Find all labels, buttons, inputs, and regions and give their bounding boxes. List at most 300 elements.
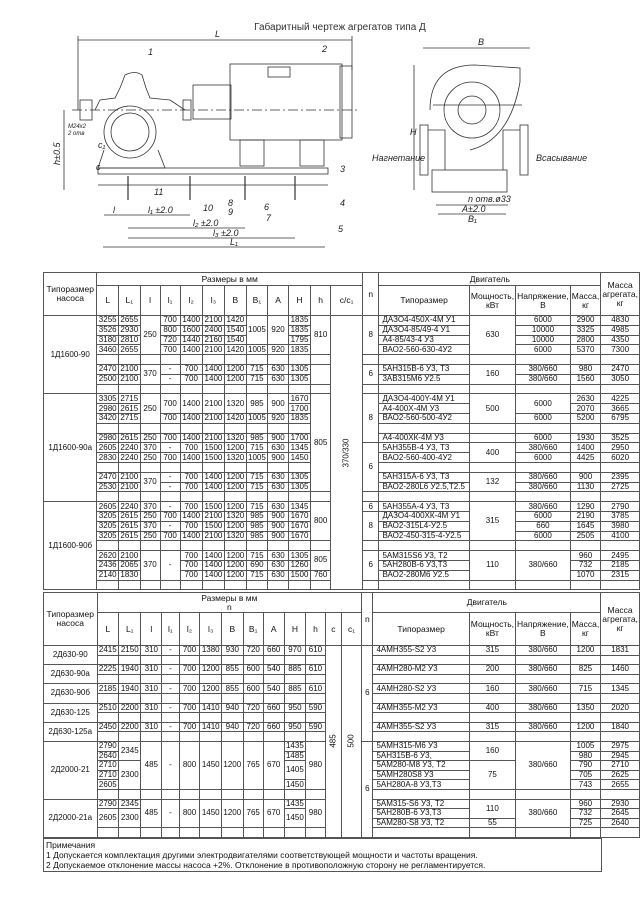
value-cell: [570, 789, 601, 799]
header-col: l: [141, 613, 162, 646]
value-cell: 630: [268, 374, 289, 384]
value-cell: -: [162, 722, 179, 732]
value-cell: 3420: [98, 413, 117, 423]
value-cell: 1500: [288, 570, 310, 580]
callout-10: 10: [203, 203, 214, 213]
value-cell: 2300: [119, 809, 141, 828]
value-cell: [119, 713, 141, 723]
value-cell: 6: [363, 443, 379, 492]
value-cell: 700: [160, 511, 180, 521]
value-cell: [288, 580, 310, 590]
motor-type-cell: ДАЗО4-85/49-4 У1: [379, 325, 469, 335]
value-cell: [160, 541, 180, 551]
value-cell: 720: [160, 335, 180, 345]
value-cell: [469, 384, 515, 394]
value-cell: [243, 655, 263, 665]
value-cell: [601, 384, 640, 394]
value-cell: 6020: [601, 453, 640, 463]
value-cell: [141, 655, 162, 665]
value-cell: 1200: [226, 472, 245, 482]
value-cell: [162, 732, 179, 742]
pump-type-cell: 2Д630-90: [44, 646, 98, 665]
header-pump: Типоразмер насоса: [44, 273, 97, 316]
value-cell: 1345: [601, 684, 640, 694]
value-cell: 1345: [288, 502, 310, 512]
value-cell: 250: [140, 453, 160, 463]
header-unit-mass: Масса агрегата, кг: [601, 593, 640, 646]
header-col: B: [222, 613, 244, 646]
value-cell: [97, 674, 119, 684]
value-cell: 310: [141, 684, 162, 694]
value-cell: [179, 693, 200, 703]
value-cell: 1400: [180, 531, 202, 541]
value-cell: 380/660: [516, 646, 571, 656]
value-cell: [243, 789, 263, 799]
value-cell: 2930: [601, 799, 640, 809]
value-cell: 700: [180, 364, 202, 374]
value-cell: [516, 580, 571, 590]
value-cell: -: [160, 472, 180, 482]
value-cell: 1485: [285, 751, 304, 760]
header-col: c₁: [342, 613, 362, 646]
value-cell: [246, 492, 268, 502]
value-cell: 3526: [98, 325, 117, 335]
header-motor-col: Типоразмер: [373, 613, 469, 646]
motor-type-cell: 5АН355А-4 У3, Т3: [379, 502, 469, 512]
dim-l: l: [113, 205, 115, 215]
value-cell: [160, 384, 180, 394]
value-cell: [516, 384, 571, 394]
callout-1: 1: [148, 47, 154, 57]
value-cell: 4225: [601, 394, 640, 404]
value-cell: 3205: [98, 511, 117, 521]
value-cell: 6000: [516, 433, 571, 443]
drawing-title: Габаритный чертеж агрегатов типа Д: [254, 22, 426, 33]
value-cell: 2495: [601, 551, 640, 561]
value-cell: [311, 492, 331, 502]
value-cell: 800: [179, 741, 200, 789]
value-cell: 1200: [226, 570, 245, 580]
value-cell: 980: [570, 364, 601, 374]
value-cell: 885: [284, 684, 306, 694]
value-cell: [225, 492, 247, 502]
value-cell: 2190: [570, 511, 601, 521]
value-cell: 1670: [288, 511, 310, 521]
value-cell: [118, 541, 140, 551]
value-cell: [601, 713, 640, 723]
value-cell: [469, 828, 515, 838]
value-cell: 200: [469, 665, 515, 675]
value-cell: 1380: [201, 645, 220, 655]
value-cell: 2240: [120, 501, 139, 511]
value-cell: [119, 789, 141, 799]
header-col: A: [263, 613, 284, 646]
value-cell: [469, 713, 515, 723]
value-cell: 700: [180, 521, 202, 531]
motor-type-cell: 5АМ280-S8 У3, Т2: [373, 818, 469, 828]
value-cell: 950: [284, 722, 306, 732]
value-cell: [268, 541, 289, 551]
value-cell: [162, 693, 179, 703]
value-cell: 1290: [570, 502, 601, 512]
value-cell: -: [162, 665, 179, 675]
table-1d1600: [43, 272, 640, 590]
coupling-guard: [193, 85, 231, 119]
value-cell: 2200: [119, 703, 141, 713]
value-cell: [601, 492, 640, 502]
value-cell: 2436: [98, 560, 117, 570]
value-cell: 800: [179, 799, 200, 828]
value-cell: [202, 580, 224, 590]
header-col: B₁: [243, 613, 263, 646]
value-cell: 2500: [98, 374, 117, 384]
value-cell: 2790: [98, 741, 117, 751]
value-cell: [268, 355, 289, 365]
value-cell: 380/660: [516, 364, 571, 374]
value-cell: [141, 674, 162, 684]
value-cell: [601, 541, 640, 551]
value-cell: 700: [179, 665, 200, 675]
value-cell: [516, 828, 571, 838]
value-cell: 2945: [601, 751, 640, 761]
value-cell: 2345: [119, 741, 141, 760]
value-cell: 2100: [202, 511, 224, 521]
dim-c: c: [96, 162, 101, 172]
dim-l2: l₂ ±2.0: [193, 218, 219, 228]
value-cell: 630: [268, 482, 289, 492]
value-cell: [284, 713, 306, 723]
value-cell: 1795: [288, 335, 310, 345]
value-cell: 732: [570, 809, 601, 819]
value-cell: 1200: [226, 521, 245, 531]
value-cell: [570, 492, 601, 502]
value-cell: -: [160, 502, 180, 512]
value-cell: [118, 492, 140, 502]
value-cell: [140, 355, 160, 365]
value-cell: 1200: [570, 722, 601, 732]
value-cell: [284, 693, 306, 703]
value-cell: 2300: [119, 761, 141, 790]
value-cell: 670: [263, 741, 284, 789]
header-motor-col: Масса, кг: [570, 613, 601, 646]
value-cell: 1260: [288, 560, 310, 570]
header-dimensions-sub: n: [226, 601, 232, 612]
value-cell: [284, 655, 306, 665]
value-cell: [284, 828, 306, 838]
motor-type-cell: ВАО2-280L6 У2.5,Т2.5: [379, 482, 469, 492]
dim-l1: l₁ ±2.0: [148, 205, 173, 215]
header-motor-col: Напряжение, В: [516, 613, 571, 646]
value-cell: 1435: [285, 741, 304, 751]
value-cell: 700: [180, 502, 202, 512]
value-cell: [246, 355, 268, 365]
value-cell: 1450: [200, 799, 222, 828]
value-cell: 2630: [570, 394, 601, 404]
value-cell: 2645: [601, 809, 640, 819]
value-cell: 2810: [120, 335, 139, 344]
value-cell: [243, 693, 263, 703]
value-cell: 8: [363, 394, 379, 443]
value-cell: [469, 789, 515, 799]
value-cell: 380/660: [516, 799, 571, 828]
value-cell: 1435: [285, 799, 304, 808]
header-col: h: [311, 286, 331, 316]
pump-type-cell: 2Д2000-21: [44, 741, 98, 799]
header-col: B: [225, 286, 247, 316]
value-cell: 1835: [288, 316, 310, 326]
header-dimensions: Размеры в мм: [97, 273, 363, 286]
header-n: n: [363, 273, 379, 316]
motor-type-cell: [373, 713, 469, 723]
value-cell: [200, 655, 222, 665]
value-cell: 980: [306, 741, 325, 789]
value-cell: [222, 693, 244, 703]
header-col: L: [97, 286, 119, 316]
value-cell: 370: [140, 472, 160, 492]
value-cell: [516, 355, 571, 365]
value-cell: 1005: [248, 452, 266, 462]
pump-type-cell: 1Д1600-90б: [44, 502, 97, 590]
value-cell: 1200: [222, 741, 244, 789]
value-cell: [246, 580, 268, 590]
value-cell: [306, 789, 325, 799]
value-cell: 485: [325, 646, 341, 838]
value-cell: 4100: [601, 531, 640, 541]
motor-type-cell: 4АМН355-S2 У3: [373, 722, 469, 732]
motor-type-cell: 4АМН280-М2 У3: [373, 665, 469, 675]
value-cell: 3205: [98, 521, 117, 531]
motor-type-cell: 5АМ280-М8 У3, Т2: [373, 761, 469, 771]
value-cell: 1320: [226, 511, 245, 521]
value-cell: [200, 828, 222, 838]
value-cell: [118, 580, 140, 590]
value-cell: 960: [570, 551, 601, 561]
value-cell: [97, 462, 119, 472]
motor-type-cell: [373, 693, 469, 703]
value-cell: 630: [268, 364, 289, 374]
value-cell: [306, 674, 325, 684]
value-cell: 900: [268, 394, 289, 414]
value-cell: [263, 674, 284, 684]
value-cell: 700: [160, 433, 180, 443]
value-cell: 590: [306, 703, 325, 713]
value-cell: 110: [469, 799, 515, 818]
table-2d630-2d2000: [43, 592, 640, 838]
value-cell: 6000: [516, 453, 571, 463]
header-motor: Двигатель: [373, 593, 601, 613]
dim-B1: B₁: [468, 214, 477, 224]
value-cell: [180, 541, 202, 551]
dim-L1: L₁: [230, 237, 238, 247]
value-cell: [97, 492, 119, 502]
value-cell: 1200: [201, 664, 220, 674]
value-cell: 1500: [202, 443, 224, 453]
value-cell: 715: [246, 364, 268, 374]
value-cell: 980: [306, 799, 325, 828]
dim-A: A±2.0: [462, 204, 486, 214]
header-col: l: [140, 286, 160, 316]
value-cell: [570, 580, 601, 590]
pump-type-cell: 1Д1600-90: [44, 316, 97, 394]
value-cell: [225, 423, 247, 433]
value-cell: 5200: [570, 413, 601, 423]
value-cell: 700: [160, 394, 180, 414]
value-cell: 310: [141, 646, 162, 656]
value-cell: 720: [243, 703, 263, 713]
motor-type-cell: [379, 492, 469, 502]
value-cell: [160, 580, 180, 590]
value-cell: 950: [284, 703, 306, 713]
value-cell: 1500: [202, 521, 224, 531]
header-col: c: [325, 613, 341, 646]
value-cell: [97, 789, 119, 799]
motor-type-cell: 4АМН355-М2 У3: [373, 703, 469, 713]
value-cell: 370: [140, 502, 160, 512]
value-cell: [469, 433, 515, 443]
value-cell: [140, 541, 160, 551]
value-cell: 1350: [570, 703, 601, 713]
value-cell: 2615: [120, 433, 139, 442]
value-cell: [179, 674, 200, 684]
value-cell: 2640: [601, 818, 640, 828]
value-cell: 380/660: [516, 551, 571, 580]
value-cell: -: [162, 741, 179, 789]
value-cell: 800: [311, 502, 331, 541]
value-cell: 630: [268, 472, 289, 482]
header-col: L: [97, 613, 119, 646]
value-cell: 10000: [516, 335, 571, 345]
value-cell: [222, 674, 244, 684]
value-cell: [469, 674, 515, 684]
value-cell: 700: [180, 472, 202, 482]
dim-L: L: [215, 29, 221, 39]
value-cell: [118, 462, 140, 472]
value-cell: 1460: [601, 665, 640, 675]
value-cell: [306, 713, 325, 723]
value-cell: [570, 732, 601, 742]
header-col: l₁: [160, 286, 180, 316]
value-cell: [222, 732, 244, 742]
value-cell: [140, 492, 160, 502]
value-cell: 1200: [222, 799, 244, 828]
value-cell: 715: [246, 374, 268, 384]
value-cell: 700: [180, 482, 202, 492]
value-cell: 1500: [202, 502, 224, 512]
value-cell: 380/660: [516, 482, 571, 492]
value-cell: [284, 674, 306, 684]
value-cell: 370: [140, 521, 160, 531]
value-cell: 132: [469, 472, 515, 492]
value-cell: 800: [160, 325, 180, 335]
value-cell: [570, 655, 601, 665]
header-motor: Двигатель: [379, 273, 601, 286]
value-cell: 540: [263, 665, 284, 675]
value-cell: 700: [179, 646, 200, 656]
value-cell: 1670: [288, 531, 310, 541]
value-cell: 1840: [601, 722, 640, 732]
notes: [43, 838, 602, 872]
value-cell: [288, 355, 310, 365]
value-cell: 4985: [601, 325, 640, 335]
value-cell: 700: [180, 570, 202, 580]
header-motor-col: Масса, кг: [570, 286, 601, 316]
value-cell: [246, 423, 268, 433]
value-cell: 1670: [288, 521, 310, 531]
value-cell: [119, 732, 141, 742]
value-cell: 660: [263, 722, 284, 732]
value-cell: [243, 828, 263, 838]
value-cell: [222, 713, 244, 723]
value-cell: 310: [141, 722, 162, 732]
value-cell: 660: [263, 703, 284, 713]
value-cell: 2980: [98, 433, 117, 442]
motor-type-cell: [379, 580, 469, 590]
value-cell: [601, 693, 640, 703]
value-cell: -: [162, 684, 179, 694]
motor-type-cell: ВАО2-560-500-4У2: [379, 413, 469, 423]
table-row: [44, 646, 640, 656]
value-cell: 630: [268, 502, 289, 512]
header-col: c/c₁: [331, 286, 363, 316]
value-cell: [363, 492, 379, 502]
value-cell: [97, 355, 119, 365]
value-cell: [225, 580, 247, 590]
value-cell: 805: [311, 551, 331, 571]
value-cell: 1930: [570, 433, 601, 443]
value-cell: [119, 693, 141, 703]
value-cell: 2100: [120, 374, 139, 384]
value-cell: 2395: [601, 472, 640, 482]
value-cell: [180, 355, 202, 365]
value-cell: 2225: [98, 664, 117, 674]
value-cell: [311, 364, 331, 384]
value-cell: 2605: [97, 809, 119, 828]
value-cell: 380/660: [516, 722, 571, 732]
value-cell: 1305: [288, 374, 310, 384]
value-cell: 7300: [601, 345, 640, 355]
header-n: n: [362, 593, 373, 646]
value-cell: 1345: [288, 443, 310, 453]
value-cell: [516, 732, 571, 742]
value-cell: 920: [268, 345, 289, 355]
table-row: [44, 316, 640, 326]
value-cell: [97, 713, 119, 723]
value-cell: [97, 693, 119, 703]
value-cell: 1405: [284, 761, 306, 780]
value-cell: 4350: [601, 335, 640, 345]
value-cell: [222, 789, 244, 799]
motor-type-cell: [373, 674, 469, 684]
motor-type-cell: [379, 541, 469, 551]
motor-type-cell: ВАО2-280М6 У2.5: [379, 570, 469, 580]
value-cell: 110: [469, 551, 515, 580]
value-cell: 8: [363, 511, 379, 540]
value-cell: 2710: [98, 770, 117, 780]
motor-type-cell: 4АМН355-S2 У3: [373, 646, 469, 656]
value-cell: [160, 423, 180, 433]
value-cell: 6000: [516, 394, 571, 414]
value-cell: 610: [306, 684, 325, 694]
value-cell: 2715: [120, 413, 139, 423]
value-cell: 765: [243, 741, 263, 789]
value-cell: 720: [243, 646, 263, 656]
header-col: h: [306, 613, 325, 646]
value-cell: [119, 674, 141, 684]
motor-type-cell: ВАО2-560-400-4У2: [379, 453, 469, 463]
value-cell: [162, 655, 179, 665]
motor-type-cell: 5АН280В-6 У3,Т3: [373, 809, 469, 819]
value-cell: [222, 828, 244, 838]
